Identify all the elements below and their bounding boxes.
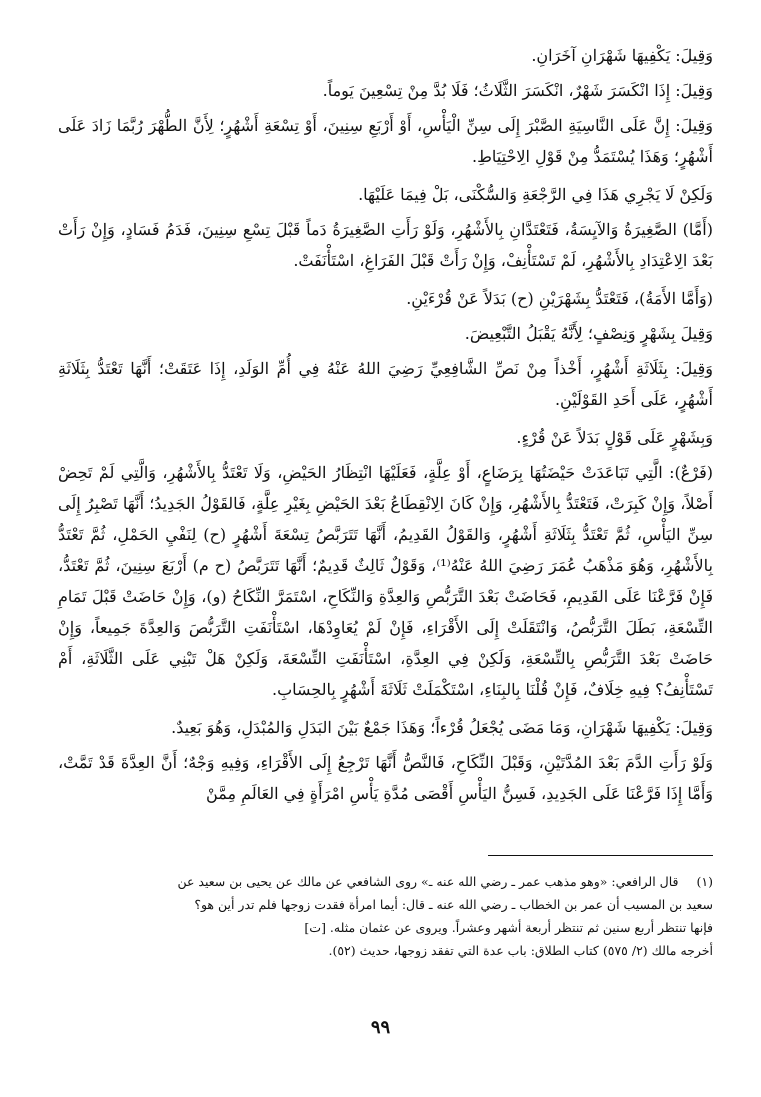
- footnotes: [58, 870, 713, 962]
- paragraph-9: وَبِشَهْرٍ عَلَى قَوْلٍ بَدَلاً عَنْ قُرْءٍ.: [516, 428, 713, 447]
- paragraph-11: وَقِيلَ: يَكْفِيهَا شَهْرَانِ، وَمَا مَضَى يُجْعَلُ قُرْءاً؛ وَهَذَا جَمْعٌ بَيْنَ البَدَلِ وَالمُبْدَلِ، وَهُوَ بَعِيدٌ.: [171, 718, 713, 737]
- footnote-line-1: [58, 870, 713, 893]
- paragraph-10: (فَرْعٌ): الَّتِي تَبَاعَدَتْ حَيْضَتُهَا بِرَضَاعٍ، أَوْ عِلَّةٍ، فَعَلَيْهَا انْتِظَارُ الحَيْضِ، وَلَا تَعْتَدُّ بِالأَشْهُرِ، وَالَّتِي لَمْ تَحِضْ أَصْلاً، وَإِنْ كَبِرَتْ، فَتَعْتَدُّ بِالأَشْهُرِ، وَإِنْ كَانَ الِانْقِطَاعُ بَعْدَ الحَيْضِ بِغَيْرِ عِلَّةٍ، فَالقَوْلُ الجَدِيدُ؛ أَنَّهَا تَصْبِرُ إِلَى سِنِّ اليَأْسِ، ثُمَّ تَعْتَدُّ بِثَلَاثَةِ أَشْهُرٍ، وَالقَوْلُ القَدِيمُ، أَنَّهَا تَتَرَبَّصُ تِسْعَةَ أَشْهُرٍ (ح) لِنَفْيِ الحَمْلِ، ثُمَّ تَعْتَدُّ بِالأَشْهُرِ، وَهُوَ مَذْهَبُ عُمَرَ رَضِيَ اللهُ عَنْهُ⁽¹⁾، وَقَوْلٌ ثَالِثٌ قَدِيمٌ؛ أَنَّهَا تَتَرَبَّصُ (ح م) أَرْبَعَ سِنِينَ، ثُمَّ تَعْتَدُّ، فَإِنْ فَرَّعْنَا عَلَى القَدِيمِ، فَحَاضَتْ بَعْدَ التَّرَبُّصِ وَالعِدَّةِ وَالنِّكَاحِ، اسْتَمَرَّ النِّكَاحُ (و)، وَإِنْ حَاضَتْ قَبْلَ تَمَامِ التِّسْعَةِ، بَطَلَ التَّرَبُّصُ، وَانْتَقَلَتْ إِلَى الأَقْرَاءِ، فَإِنْ لَمْ يُعَاوِدْهَا، اسْتَأْنَفَتِ التَّرَبُّصَ وَالعِدَّةَ جَمِيعاً، وَإِنْ حَاضَتْ بَعْدَ التَّرَبُّصِ بِالتِّسْعَةِ، وَلَكِنْ فِي العِدَّةِ، اسْتَأْنَفَتِ التِّسْعَةَ، وَلَكِنْ هَلْ تَبْنِي عَلَى الثَّلَاثَةِ، أَمْ تَسْتَأْنِفُ؟ فِيهِ خِلَافٌ، فَإِنْ قُلْنَا بِالبِنَاءِ، اسْتَكْمَلَتْ ثَلَاثَةَ أَشْهُرٍ بِالحِسَابِ.: [58, 463, 713, 699]
- page-number: ٩٩: [370, 1017, 391, 1038]
- paragraph-3: وَقِيلَ: إِنَّ عَلَى النَّاسِيَةِ الصَّبْرَ إِلَى سِنِّ الْيَأْسِ، أَوْ أَرْبَعِ سِنِينَ، أَوْ تِسْعَةِ أَشْهُرٍ؛ لِأَنَّ الطُّهْرَ رُبَّمَا زَادَ عَلَى أَشْهُرٍ؛ وَهَذَا يُسْتَمَدُّ مِنْ قَوْلِ الِاحْتِيَاطِ.: [58, 116, 713, 166]
- paragraph-4: وَلَكِنْ لَا يَجْرِي هَذَا فِي الرَّجْعَةِ وَالسُّكْنَى، بَلْ فِيمَا عَلَيْهَا.: [358, 185, 713, 204]
- paragraph-12: وَلَوْ رَأَتِ الدَّمَ بَعْدَ المُدَّتَيْنِ، وَقَبْلَ النِّكَاحِ، فَالنَّصُّ أَنَّهَا تَرْجِعُ إِلَى الأَقْرَاءِ، وَفِيهِ وَجْهٌ؛ أَنَّ العِدَّةَ قَدْ تَمَّتْ، وَأَمَّا إِذَا فَرَّعْنَا عَلَى الجَدِيدِ، فَسِنُّ اليَأْسِ أَقْصَى مُدَّةِ يَأْسِ امْرَأَةٍ فِي العَالَمِ مِمَّنْ: [58, 753, 713, 803]
- paragraph-1: وَقِيلَ: يَكْفِيهَا شَهْرَانِ آخَرَانِ.: [531, 46, 713, 65]
- paragraph-5: (أَمَّا) الصَّغِيرَةُ وَالآيِسَةُ، فَتَعْتَدَّانِ بِالأَشْهُرِ، وَلَوْ رَأَتِ الصَّغِيرَةُ دَماً قَبْلَ تِسْعِ سِنِينَ، فَدَمُ فَسَادٍ، وَإِنْ رَأَتْ بَعْدَ الِاعْتِدَادِ بِالأَشْهُرِ، لَمْ تَسْتَأْنِفْ، وَإِنْ رَأَتْ قَبْلَ الفَرَاغِ، اسْتَأْنَفَتْ.: [58, 220, 713, 270]
- footnote-text-1: قال الرافعي: «وهو مذهب عمر ـ رضي الله عنه ـ» روى الشافعي عن مالك عن يحيى بن سعيد عن: [177, 874, 679, 889]
- main-text: [58, 40, 713, 809]
- footnote-line-4: أخرجه مالك (٢/ ٥٧٥) كتاب الطلاق: باب عدة التي تفقد زوجها، حديث (٥٢).: [328, 943, 713, 958]
- paragraph-8: وَقِيلَ: بِثَلَاثَةِ أَشْهُرٍ، أَخْذاً مِنْ نَصِّ الشَّافِعِيِّ رَضِيَ اللهُ عَنْهُ فِي أُمِّ الوَلَدِ، إِذَا عَتَقَتْ؛ أَنَّهَا تَعْتَدُّ بِثَلَاثَةِ أَشْهُرٍ، عَلَى أَحَدِ القَوْلَيْنِ.: [58, 359, 713, 409]
- paragraph-7: وَقِيلَ بِشَهْرٍ وَنِصْفٍ؛ لِأَنَّهُ يَقْبَلُ التَّبْعِيضَ.: [464, 324, 713, 343]
- footnote-line-3: فإنها تنتظر أربع سنين ثم تنتظر أربعة أشهر وعشراً. ويروى عن عثمان مثله. [ت]: [304, 920, 713, 935]
- footnote-divider: [488, 855, 713, 856]
- paragraph-2: وَقِيلَ: إِذَا انْكَسَرَ شَهْرٌ، انْكَسَرَ الثَّلَاثُ؛ فَلَا بُدَّ مِنْ تِسْعِينَ يَوماً.: [322, 81, 713, 100]
- footnote-line-2: سعيد بن المسيب أن عمر بن الخطاب ـ رضي الله عنه ـ قال: أيما امرأة فقدت زوجها فلم تدر أين هو؟: [194, 897, 713, 912]
- paragraph-6: (وَأَمَّا الأَمَةُ)، فَتَعْتَدُّ بِشَهْرَيْنِ (ح) بَدَلاً عَنْ قُرْءَيْنِ.: [406, 289, 713, 308]
- footnote-number: (١): [696, 874, 713, 889]
